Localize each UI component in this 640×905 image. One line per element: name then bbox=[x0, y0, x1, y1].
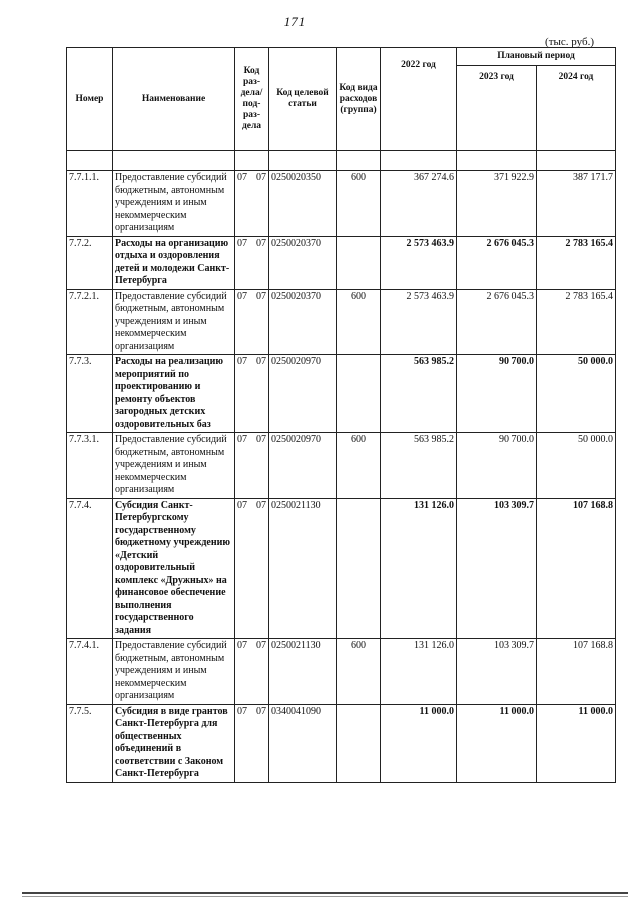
budget-table bbox=[66, 47, 616, 783]
row-name: Субсидия в виде грантов Санкт-Петербурга для общественных объединений в соответствии с Законом Санкт-Петербурга bbox=[113, 704, 235, 782]
row-razdel bbox=[235, 639, 269, 705]
table-row bbox=[67, 289, 616, 355]
row-vid-code: 600 bbox=[337, 433, 381, 499]
spacer-cell bbox=[113, 151, 235, 171]
row-amount-2023: 11 000.0 bbox=[457, 704, 537, 782]
table-row bbox=[67, 171, 616, 237]
row-amount-2023: 2 676 045.3 bbox=[457, 236, 537, 289]
row-subrazdel-part: 07 bbox=[256, 499, 266, 511]
header-name: Наименование bbox=[113, 48, 235, 151]
header-2024: 2024 год bbox=[537, 66, 616, 151]
row-target-code: 0250020970 bbox=[269, 433, 337, 499]
row-amount-2024: 107 168.8 bbox=[537, 639, 616, 705]
table-row bbox=[67, 639, 616, 705]
row-amount-2024: 2 783 165.4 bbox=[537, 289, 616, 355]
header-razdel: Код раз-дела/ под-раз-дела bbox=[235, 48, 269, 151]
row-subrazdel-part: 07 bbox=[256, 705, 266, 717]
row-number: 7.7.2.1. bbox=[67, 289, 113, 355]
row-razdel bbox=[235, 704, 269, 782]
header-vid: Код вида расходов (группа) bbox=[337, 48, 381, 151]
row-amount-2023: 103 309.7 bbox=[457, 498, 537, 639]
header-2022: 2022 год bbox=[381, 48, 457, 151]
row-amount-2023: 90 700.0 bbox=[457, 433, 537, 499]
spacer-cell bbox=[235, 151, 269, 171]
row-target-code: 0250020370 bbox=[269, 289, 337, 355]
row-amount-2024: 107 168.8 bbox=[537, 498, 616, 639]
row-amount-2022: 131 126.0 bbox=[381, 639, 457, 705]
row-amount-2022: 367 274.6 bbox=[381, 171, 457, 237]
row-number: 7.7.4. bbox=[67, 498, 113, 639]
row-target-code: 0250020370 bbox=[269, 236, 337, 289]
table-row bbox=[67, 355, 616, 433]
row-target-code: 0250021130 bbox=[269, 639, 337, 705]
row-razdel-part: 07 bbox=[237, 499, 247, 511]
row-subrazdel-part: 07 bbox=[256, 290, 266, 302]
row-razdel bbox=[235, 433, 269, 499]
row-target-code: 0250020350 bbox=[269, 171, 337, 237]
row-razdel bbox=[235, 236, 269, 289]
row-razdel bbox=[235, 289, 269, 355]
table-row bbox=[67, 433, 616, 499]
row-amount-2024: 11 000.0 bbox=[537, 704, 616, 782]
row-amount-2022: 131 126.0 bbox=[381, 498, 457, 639]
row-razdel-part: 07 bbox=[237, 640, 247, 651]
row-target-code: 0250021130 bbox=[269, 498, 337, 639]
row-name: Предоставление субсидий бюджетным, автономным учреждениям и иным некоммерческим организациям bbox=[113, 171, 235, 237]
row-vid-code: 600 bbox=[337, 289, 381, 355]
row-razdel-part: 07 bbox=[237, 434, 247, 445]
row-vid-code bbox=[337, 236, 381, 289]
row-name: Субсидия Санкт-Петербургскому государственному бюджетному учреждению «Детский оздоровительный комплекс «Дружных» на финансовое обеспечение выполнения государственного задания bbox=[113, 498, 235, 639]
row-subrazdel-part: 07 bbox=[256, 640, 266, 651]
row-razdel-part: 07 bbox=[237, 705, 247, 717]
row-amount-2022: 563 985.2 bbox=[381, 355, 457, 433]
row-amount-2023: 103 309.7 bbox=[457, 639, 537, 705]
row-amount-2022: 563 985.2 bbox=[381, 433, 457, 499]
row-amount-2024: 387 171.7 bbox=[537, 171, 616, 237]
row-name: Предоставление субсидий бюджетным, автономным учреждениям и иным некоммерческим организациям bbox=[113, 639, 235, 705]
spacer-cell bbox=[381, 151, 457, 171]
page-number: 171 bbox=[283, 14, 307, 29]
row-razdel-part: 07 bbox=[237, 290, 247, 302]
row-razdel bbox=[235, 171, 269, 237]
header-planned: Плановый период bbox=[457, 48, 616, 66]
row-target-code: 0340041090 bbox=[269, 704, 337, 782]
page-bottom-rule-thin bbox=[22, 896, 628, 897]
row-subrazdel-part: 07 bbox=[256, 237, 266, 249]
spacer-cell bbox=[67, 151, 113, 171]
row-vid-code bbox=[337, 355, 381, 433]
row-razdel-part: 07 bbox=[237, 172, 247, 183]
table-row bbox=[67, 498, 616, 639]
row-vid-code bbox=[337, 704, 381, 782]
row-name: Предоставление субсидий бюджетным, автономным учреждениям и иным некоммерческим организациям bbox=[113, 433, 235, 499]
units-label: (тыс. руб.) bbox=[545, 36, 594, 48]
row-subrazdel-part: 07 bbox=[256, 172, 266, 183]
row-vid-code bbox=[337, 498, 381, 639]
row-name: Расходы на реализацию мероприятий по проектированию и ремонту объектов загородных детских оздоровительных баз bbox=[113, 355, 235, 433]
row-subrazdel-part: 07 bbox=[256, 434, 266, 445]
table-row bbox=[67, 236, 616, 289]
row-number: 7.7.2. bbox=[67, 236, 113, 289]
row-razdel bbox=[235, 355, 269, 433]
row-amount-2023: 90 700.0 bbox=[457, 355, 537, 433]
spacer-cell bbox=[269, 151, 337, 171]
row-number: 7.7.4.1. bbox=[67, 639, 113, 705]
row-number: 7.7.3.1. bbox=[67, 433, 113, 499]
row-target-code: 0250020970 bbox=[269, 355, 337, 433]
header-target: Код целевой статьи bbox=[269, 48, 337, 151]
row-name: Предоставление субсидий бюджетным, автономным учреждениям и иным некоммерческим организациям bbox=[113, 289, 235, 355]
row-razdel-part: 07 bbox=[237, 356, 247, 367]
row-razdel bbox=[235, 498, 269, 639]
row-amount-2022: 2 573 463.9 bbox=[381, 236, 457, 289]
header-2023: 2023 год bbox=[457, 66, 537, 151]
spacer-cell bbox=[537, 151, 616, 171]
row-amount-2024: 50 000.0 bbox=[537, 355, 616, 433]
spacer-cell bbox=[457, 151, 537, 171]
row-number: 7.7.5. bbox=[67, 704, 113, 782]
row-vid-code: 600 bbox=[337, 639, 381, 705]
page-bottom-rule bbox=[22, 892, 628, 894]
row-number: 7.7.3. bbox=[67, 355, 113, 433]
row-name: Расходы на организацию отдыха и оздоровления детей и молодежи Санкт-Петербурга bbox=[113, 236, 235, 289]
spacer-cell bbox=[337, 151, 381, 171]
row-amount-2023: 2 676 045.3 bbox=[457, 289, 537, 355]
table-row bbox=[67, 704, 616, 782]
row-amount-2024: 2 783 165.4 bbox=[537, 236, 616, 289]
row-amount-2022: 11 000.0 bbox=[381, 704, 457, 782]
row-amount-2023: 371 922.9 bbox=[457, 171, 537, 237]
row-amount-2022: 2 573 463.9 bbox=[381, 289, 457, 355]
row-subrazdel-part: 07 bbox=[256, 356, 266, 367]
row-razdel-part: 07 bbox=[237, 237, 247, 249]
row-vid-code: 600 bbox=[337, 171, 381, 237]
row-number: 7.7.1.1. bbox=[67, 171, 113, 237]
header-number: Номер bbox=[67, 48, 113, 151]
row-amount-2024: 50 000.0 bbox=[537, 433, 616, 499]
